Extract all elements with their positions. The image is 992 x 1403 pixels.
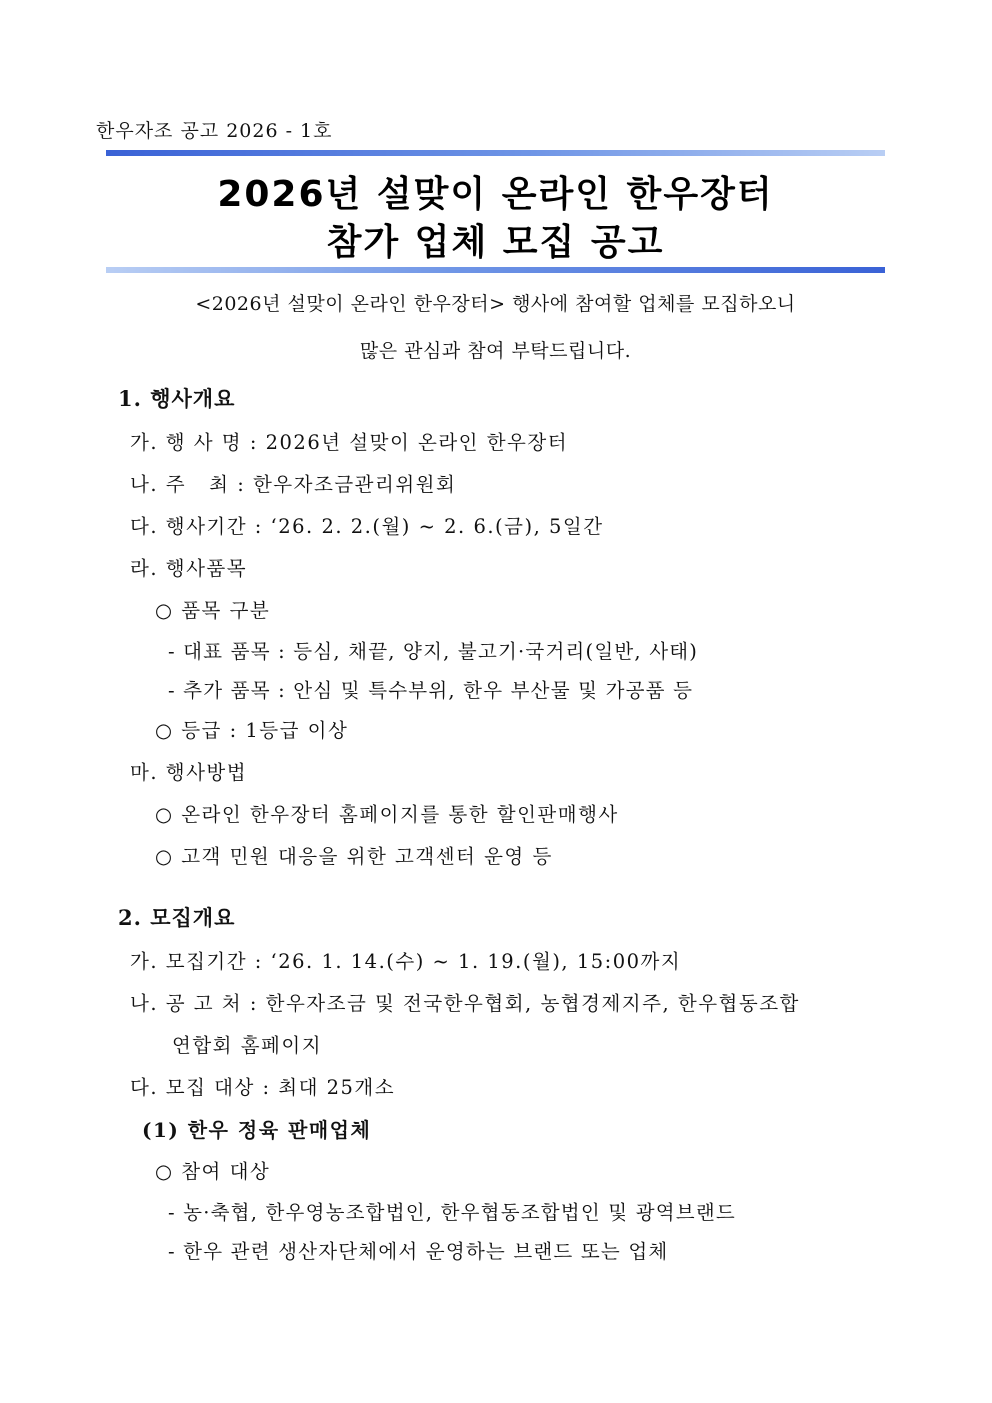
participants-heading: ○ 참여 대상 [155,1160,271,1183]
main-items: - 대표 품목 : 등심, 채끝, 양지, 불고기·국거리(일반, 사태) [168,640,699,663]
title-rule-bottom [106,267,885,273]
event-method-2: ○ 고객 민원 대응을 위한 고객센터 운영 등 [155,845,553,868]
intro-line-2: 많은 관심과 참여 부탁드립니다. [359,340,632,362]
grade: ○ 등급 : 1등급 이상 [155,719,349,742]
recruit-period: 가. 모집기간 : ‘26. 1. 14.(수) ~ 1. 19.(월), 15:00까지 [130,950,682,973]
recruit-target: 다. 모집 대상 : 최대 25개소 [130,1076,396,1099]
intro-line-1: <2026년 설맞이 온라인 한우장터> 행사에 참여할 업체를 모집하오니 [195,293,796,315]
notice-place-line-1: 나. 공 고 처 : 한우자조금 및 전국한우협회, 농협경제지주, 한우협동조합 [130,992,800,1015]
event-method-1: ○ 온라인 한우장터 홈페이지를 통한 할인판매행사 [155,803,619,826]
event-method-heading: 마. 행사방법 [130,761,248,784]
section-heading-overview: 1. 행사개요 [118,386,236,411]
participant-2: - 한우 관련 생산자단체에서 운영하는 브랜드 또는 업체 [168,1240,669,1263]
participant-1: - 농·축협, 한우영농조합법인, 한우협동조합법인 및 광역브랜드 [168,1201,736,1224]
title-line-2: 참가 업체 모집 공고 [326,222,665,263]
item-category-heading: ○ 품목 구분 [155,599,271,622]
event-name: 가. 행 사 명 : 2026년 설맞이 온라인 한우장터 [130,431,569,454]
event-items-heading: 라. 행사품목 [130,557,248,580]
subsection-heading-meat-sellers: (1) 한우 정육 판매업체 [142,1118,372,1142]
section-heading-recruitment: 2. 모집개요 [118,905,236,930]
notice-place-line-2: 연합회 홈페이지 [172,1034,323,1057]
title-line-1: 2026년 설맞이 온라인 한우장터 [217,174,774,215]
event-host: 나. 주 최 : 한우자조금관리위원회 [130,473,457,496]
extra-items: - 추가 품목 : 안심 및 특수부위, 한우 부산물 및 가공품 등 [168,679,694,702]
title-rule-top [106,150,885,156]
event-period: 다. 행사기간 : ‘26. 2. 2.(월) ~ 2. 6.(금), 5일간 [130,515,604,538]
notice-number: 한우자조 공고 2026 - 1호 [96,120,333,142]
